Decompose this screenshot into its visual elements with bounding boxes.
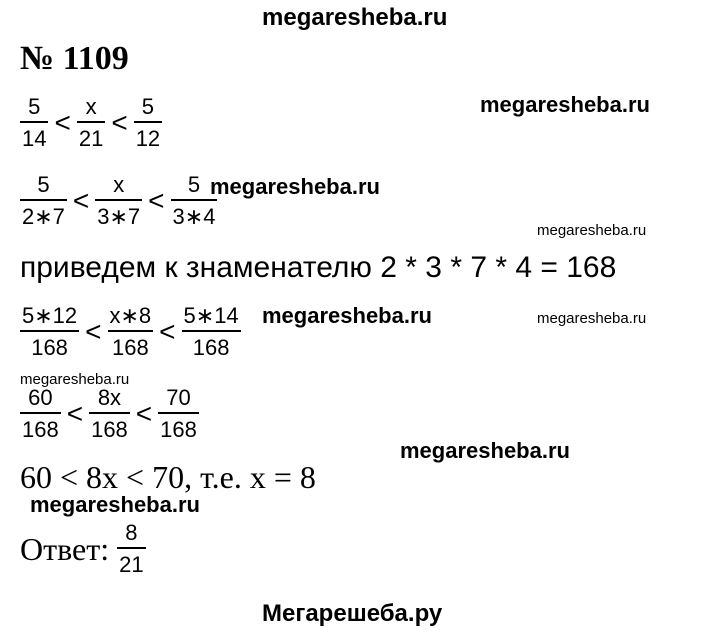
fraction: $\frac{5}{14}$: [22, 94, 47, 151]
answer-fraction: $\frac{8}{21}$: [119, 520, 144, 577]
less-than: <: [135, 398, 153, 429]
common-denominator-text: приведем к знаменателю 2 * 3 * 7 * 4 = 168: [20, 251, 617, 284]
inequality-line-2: [20, 174, 217, 228]
answer-line: [20, 522, 146, 576]
watermark-top: megaresheba.ru: [262, 4, 448, 31]
watermark: megaresheba.ru: [537, 222, 647, 239]
fraction: $\frac{8x}{168}$: [91, 385, 128, 442]
less-than: <: [111, 107, 128, 138]
fraction: $\frac{x∗8}{168}$: [109, 303, 152, 360]
less-than: <: [66, 398, 84, 429]
watermark: megaresheba.ru: [262, 303, 432, 328]
watermark: megaresheba.ru: [480, 92, 650, 117]
fraction: $\frac{70}{168}$: [160, 385, 197, 442]
fraction: $\frac{5}{2∗7}$: [22, 172, 65, 229]
problem-number: № 1109: [20, 40, 129, 77]
fraction: $\frac{x}{21}$: [78, 94, 104, 151]
watermark: megaresheba.ru: [20, 371, 130, 388]
fraction: $\frac{5}{12}$: [135, 94, 161, 151]
inequality-line-1: [20, 96, 162, 150]
fraction: $\frac{x}{3∗7}$: [97, 172, 141, 229]
watermark: megaresheba.ru: [400, 438, 570, 463]
watermark: megaresheba.ru: [537, 310, 647, 327]
watermark: megaresheba.ru: [210, 174, 380, 199]
less-than: <: [148, 185, 165, 216]
fraction: $\frac{5∗12}{168}$: [22, 303, 78, 360]
watermark-bottom: Мегарешеба.ру: [262, 600, 443, 627]
fraction: $\frac{60}{168}$: [22, 385, 59, 442]
inequality-line-5: [20, 387, 199, 441]
fraction: $\frac{5}{3∗4}$: [172, 172, 216, 229]
less-than: <: [72, 185, 90, 216]
fraction: $\frac{5∗14}{168}$: [183, 303, 239, 360]
less-than: <: [159, 316, 176, 347]
inequality-line-4: [20, 305, 241, 359]
less-than: <: [54, 107, 71, 138]
result-inequality: 60 < 8x < 70, т.е. x = 8: [20, 459, 316, 495]
answer-label: Ответ:: [20, 530, 110, 567]
less-than: <: [85, 316, 102, 347]
watermark: megaresheba.ru: [30, 492, 200, 517]
